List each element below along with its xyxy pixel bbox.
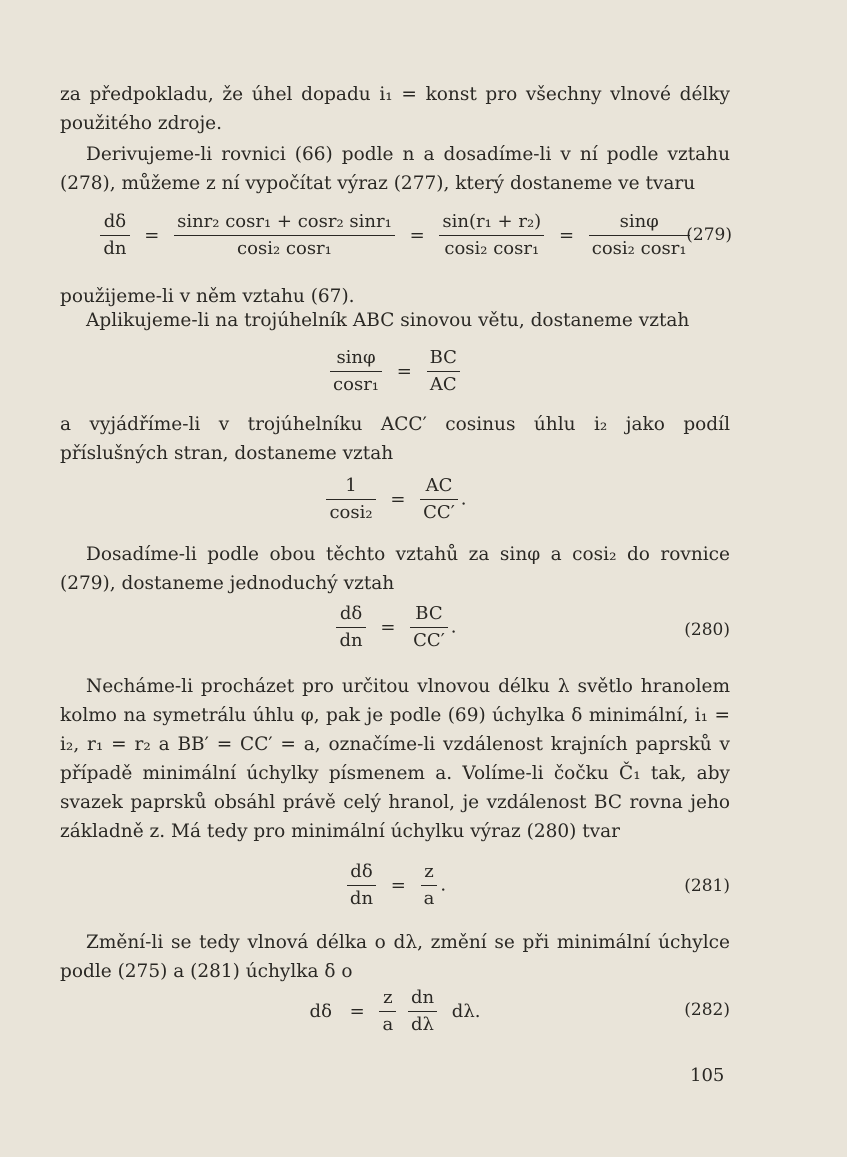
- equation-281: $\frac{d\delta}{dn}$ = $\frac{z}{a}$ .: [60, 860, 730, 911]
- paragraph-7: Necháme-li procházet pro určitou vlnovou délku λ světlo hranolem kolmo na symetrálu úhlu φ, pak je podle (69) úchylka δ minimální, i₁ = i₂, r₁ = r₂ a BB′ = CC′ = a, označíme-li vzdálenost krajních paprsků v případě minimální úchylky písmenem a. Volíme-li čočku Č₁ tak, aby svazek paprsků obsáhl právě celý hranol, je vzdálenost BC rovna jeho základně z. Má tedy pro minimální úchylku výraz (280) tvar: [60, 676, 730, 842]
- paragraph-1: za předpokladu, že úhel dopadu i₁ = konst pro všechny vlnové délky použitého zdroje.: [60, 84, 730, 134]
- paragraph-8: Změní-li se tedy vlnová délka o dλ, změní se při minimální úchylce podle (275) a (281) úchylka δ o: [60, 932, 730, 982]
- equation-279: $\frac{d\delta}{dn}$ = $\frac{\text{sinr₂ cosr₁ + cosr₂ sinr₁}}{\text{cosi₂ cosr₁}}$ = $\frac{\text{sin(r₁ + r₂)}}{\text{cosi₂ cosr₁}}$ = $\frac{\sin\varphi}{\text{cosi₂ cosr₁}}$: [60, 210, 730, 261]
- paragraph-2: Derivujeme-li rovnici (66) podle n a dosadíme-li v ní podle vztahu (278), můžeme z ní vypočítat výraz (277), který dostaneme ve tvaru: [60, 144, 730, 194]
- paragraph-6: Dosadíme-li podle obou těchto vztahů za sinφ a cosi₂ do rovnice (279), dostaneme jednoduchý vztah: [60, 544, 730, 594]
- equation-sine-rule: $\frac{\sin\varphi}{\text{cosr₁}}$ = $\frac{BC}{AC}$: [60, 346, 730, 397]
- equation-number-282: (282): [684, 1000, 730, 1020]
- equation-280: $\frac{d\delta}{dn}$ = $\frac{BC}{CC'}$ .: [60, 602, 730, 653]
- paragraph-4: Aplikujeme-li na trojúhelník ABC sinovou větu, dostaneme vztah: [86, 310, 690, 331]
- equation-number-279: (279): [686, 225, 732, 245]
- frac-1: $\frac{\text{sinr₂ cosr₁ + cosr₂ sinr₁}}{\text{cosi₂ cosr₁}}$: [174, 210, 395, 261]
- equation-282: dδ = $\frac{z}{a}$ $\frac{dn}{d\lambda}$ dλ.: [309, 987, 481, 1035]
- equation-cosine: $\frac{1}{\text{cosi₂}}$ = $\frac{AC}{CC'}$ .: [60, 474, 730, 525]
- frac-3: $\frac{\sin\varphi}{\text{cosi₂ cosr₁}}$: [589, 210, 690, 261]
- page-number: 105: [690, 1065, 725, 1086]
- frac-lhs: $\frac{d\delta}{dn}$: [100, 210, 129, 261]
- paragraph-3: použijeme-li v něm vztahu (67).: [60, 286, 355, 307]
- equation-number-281: (281): [684, 876, 730, 896]
- paragraph-5: a vyjádříme-li v trojúhelníku ACC′ cosinus úhlu i₂ jako podíl příslušných stran, dostaneme vztah: [60, 414, 730, 464]
- frac-2: $\frac{\text{sin(r₁ + r₂)}}{\text{cosi₂ cosr₁}}$: [439, 210, 544, 261]
- equation-number-280: (280): [684, 620, 730, 640]
